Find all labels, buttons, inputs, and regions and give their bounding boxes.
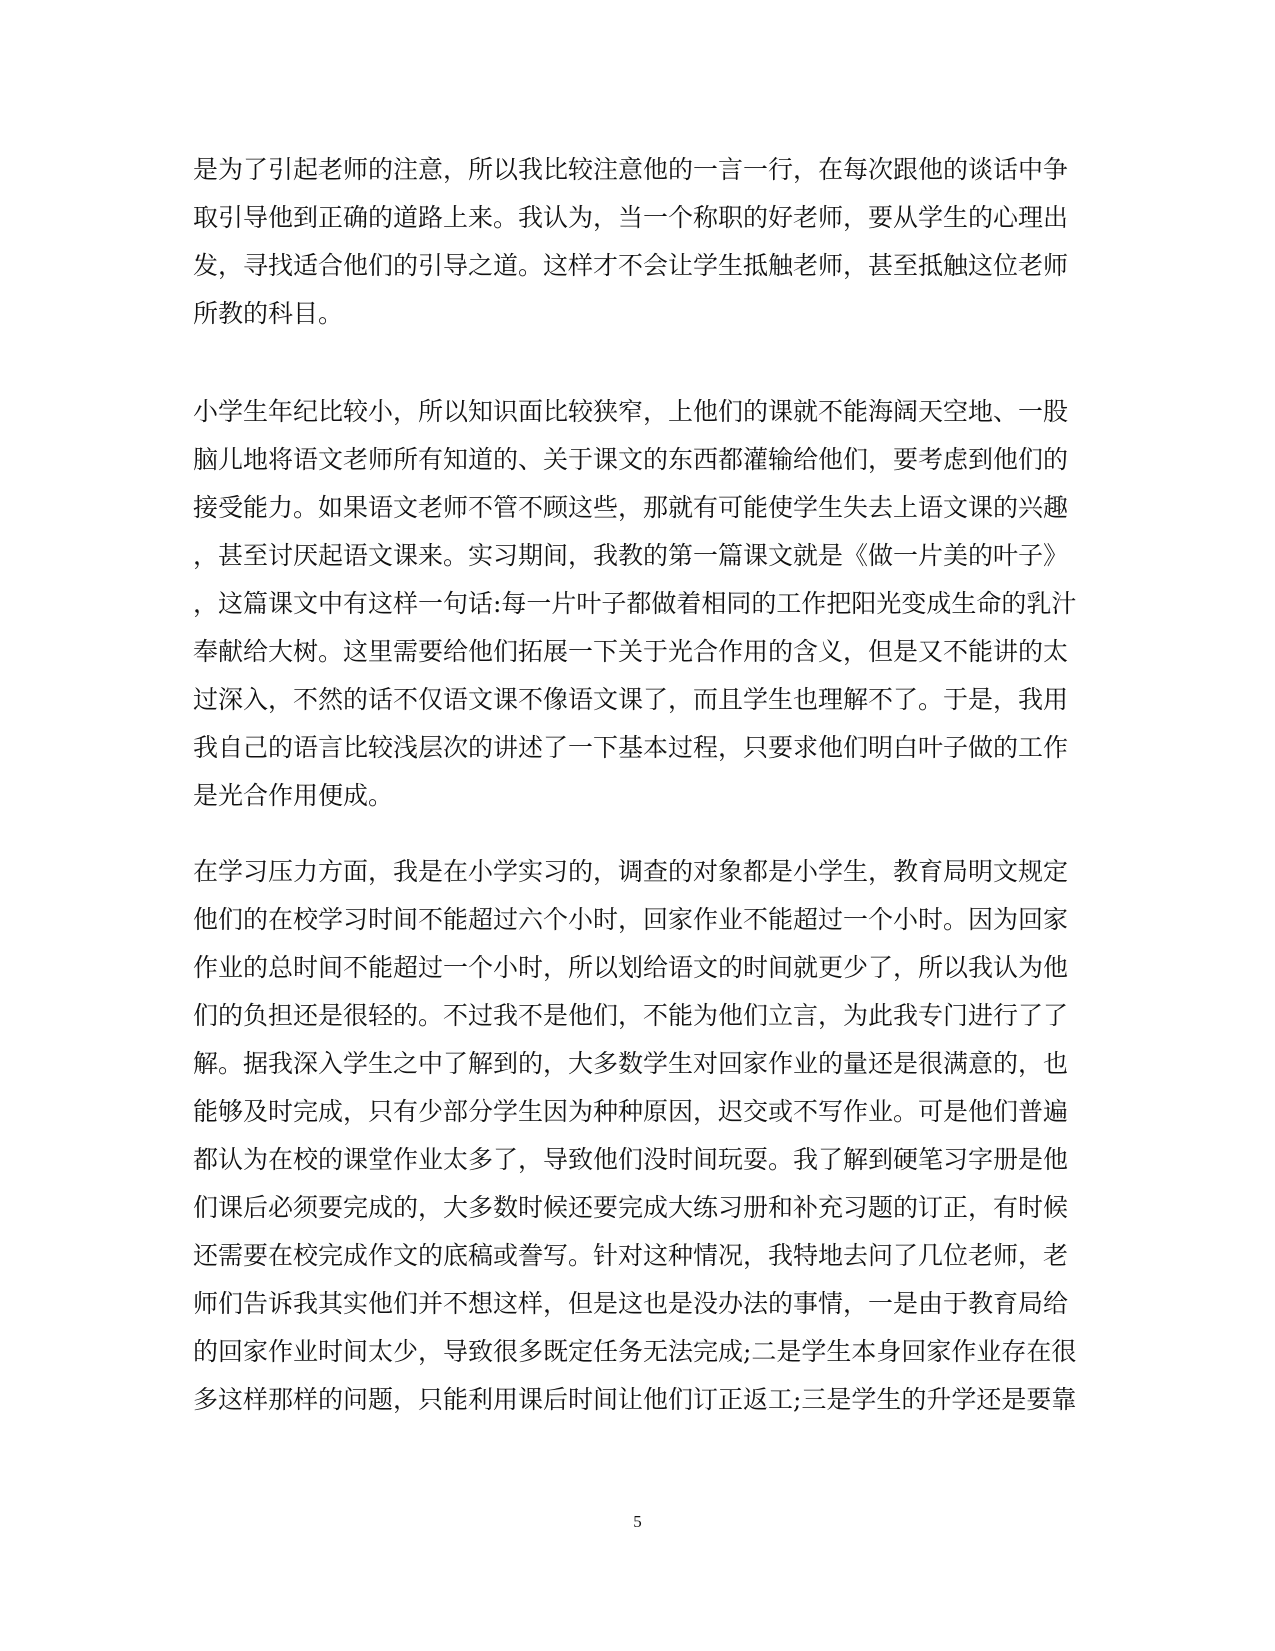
text-line: 多这样那样的问题，只能利用课后时间让他们订正返工;三是学生的升学还是要靠: [193, 1385, 1077, 1414]
text-line: 所教的科目。: [193, 299, 344, 328]
text-line: 小学生年纪比较小，所以知识面比较狭窄，上他们的课就不能海阔天空地、一股: [193, 397, 1069, 426]
text-line: 能够及时完成，只有少部分学生因为种种原因，迟交或不写作业。可是他们普遍: [193, 1097, 1069, 1126]
paragraph-3: [193, 848, 1093, 1424]
text-line: 发，寻找适合他们的引导之道。这样才不会让学生抵触老师，甚至抵触这位老师: [193, 251, 1069, 280]
text-line: 都认为在校的课堂作业太多了，导致他们没时间玩耍。我了解到硬笔习字册是他: [193, 1145, 1069, 1174]
text-line: 的回家作业时间太少，导致很多既定任务无法完成;二是学生本身回家作业存在很: [193, 1337, 1077, 1366]
text-line: 是光合作用便成。: [193, 781, 394, 810]
text-line: 他们的在校学习时间不能超过六个小时，回家作业不能超过一个小时。因为回家: [193, 905, 1069, 934]
text-line: ，这篇课文中有这样一句话:每一片叶子都做着相同的工作把阳光变成生命的乳汁: [193, 589, 1077, 618]
text-line: 们的负担还是很轻的。不过我不是他们，不能为他们立言，为此我专门进行了了: [193, 1001, 1069, 1030]
text-line: 在学习压力方面，我是在小学实习的，调查的对象都是小学生，教育局明文规定: [193, 857, 1069, 886]
text-line: 们课后必须要完成的，大多数时候还要完成大练习册和补充习题的订正，有时候: [193, 1193, 1069, 1222]
text-line: 取引导他到正确的道路上来。我认为，当一个称职的好老师，要从学生的心理出: [193, 203, 1069, 232]
text-line: 师们告诉我其实他们并不想这样，但是这也是没办法的事情，一是由于教育局给: [193, 1289, 1069, 1318]
text-line: 作业的总时间不能超过一个小时，所以划给语文的时间就更少了，所以我认为他: [193, 953, 1069, 982]
text-line: 奉献给大树。这里需要给他们拓展一下关于光合作用的含义，但是又不能讲的太: [193, 637, 1069, 666]
text-line: 脑儿地将语文老师所有知道的、关于课文的东西都灌输给他们，要考虑到他们的: [193, 445, 1069, 474]
text-line: 过深入，不然的话不仅语文课不像语文课了，而且学生也理解不了。于是，我用: [193, 685, 1069, 714]
paragraph-1: [193, 146, 1093, 338]
text-line: 是为了引起老师的注意，所以我比较注意他的一言一行，在每次跟他的谈话中争: [193, 155, 1069, 184]
text-line: 还需要在校完成作文的底稿或誊写。针对这种情况，我特地去问了几位老师，老: [193, 1241, 1069, 1270]
text-line: ，甚至讨厌起语文课来。实习期间，我教的第一篇课文就是《做一片美的叶子》: [193, 541, 1069, 570]
paragraph-2: [193, 388, 1093, 820]
text-line: 接受能力。如果语文老师不管不顾这些，那就有可能使学生失去上语文课的兴趣: [193, 493, 1069, 522]
text-line: 我自己的语言比较浅层次的讲述了一下基本过程，只要求他们明白叶子做的工作: [193, 733, 1069, 762]
page-number: 5: [633, 1512, 642, 1531]
text-line: 解。据我深入学生之中了解到的，大多数学生对回家作业的量还是很满意的，也: [193, 1049, 1069, 1078]
